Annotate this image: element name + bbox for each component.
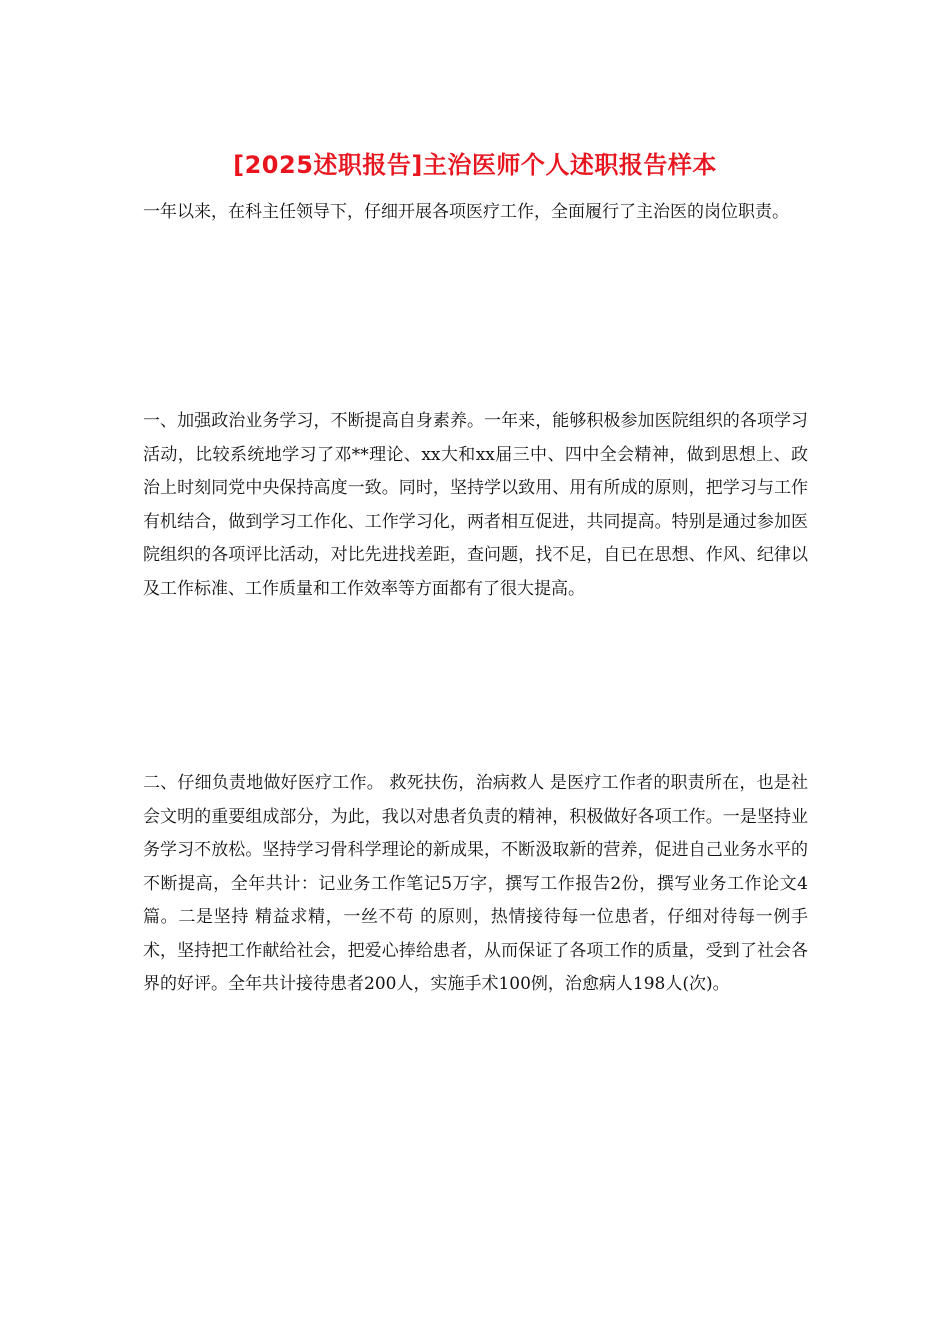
document-title: [2025述职报告]主治医师个人述职报告样本: [233, 151, 717, 179]
paragraph-section-1: 一、加强政治业务学习，不断提高自身素养。一年来，能够积极参加医院组织的各项学习活动，比较系统地学习了邓**理论、xx大和xx届三中、四中全会精神，做到思想上、政治上时刻同党中央保持高度一致。同时，坚持学以致用、用有所成的原则，把学习与工作有机结合，做到学习工作化、工作学习化，两者相互促进，共同提高。特别是通过参加医院组织的各项评比活动，对比先进找差距，查问题，找不足，自已在思想、作风、纪律以及工作标准、工作质量和工作效率等方面都有了很大提高。: [143, 411, 808, 599]
paragraph-section-2: 二、仔细负责地做好医疗工作。 救死扶伤，治病救人 是医疗工作者的职责所在，也是社会文明的重要组成部分，为此，我以对患者负责的精神，积极做好各项工作。一是坚持业务学习不放松。坚持学习骨科学理论的新成果，不断汲取新的营养，促进自己业务水平的不断提高，全年共计：记业务工作笔记5万字，撰写工作报告2份，撰写业务工作论文4篇。二是坚持 精益求精，一丝不苟 的原则，热情接待每一位患者，仔细对待每一例手术，坚持把工作献给社会，把爱心捧给患者，从而保证了各项工作的质量，受到了社会各界的好评。全年共计接待患者200人，实施手术100例，治愈病人198人(次)。: [143, 773, 808, 994]
paragraph-intro: 一年以来，在科主任领导下，仔细开展各项医疗工作，全面履行了主治医的岗位职责。: [143, 202, 789, 222]
